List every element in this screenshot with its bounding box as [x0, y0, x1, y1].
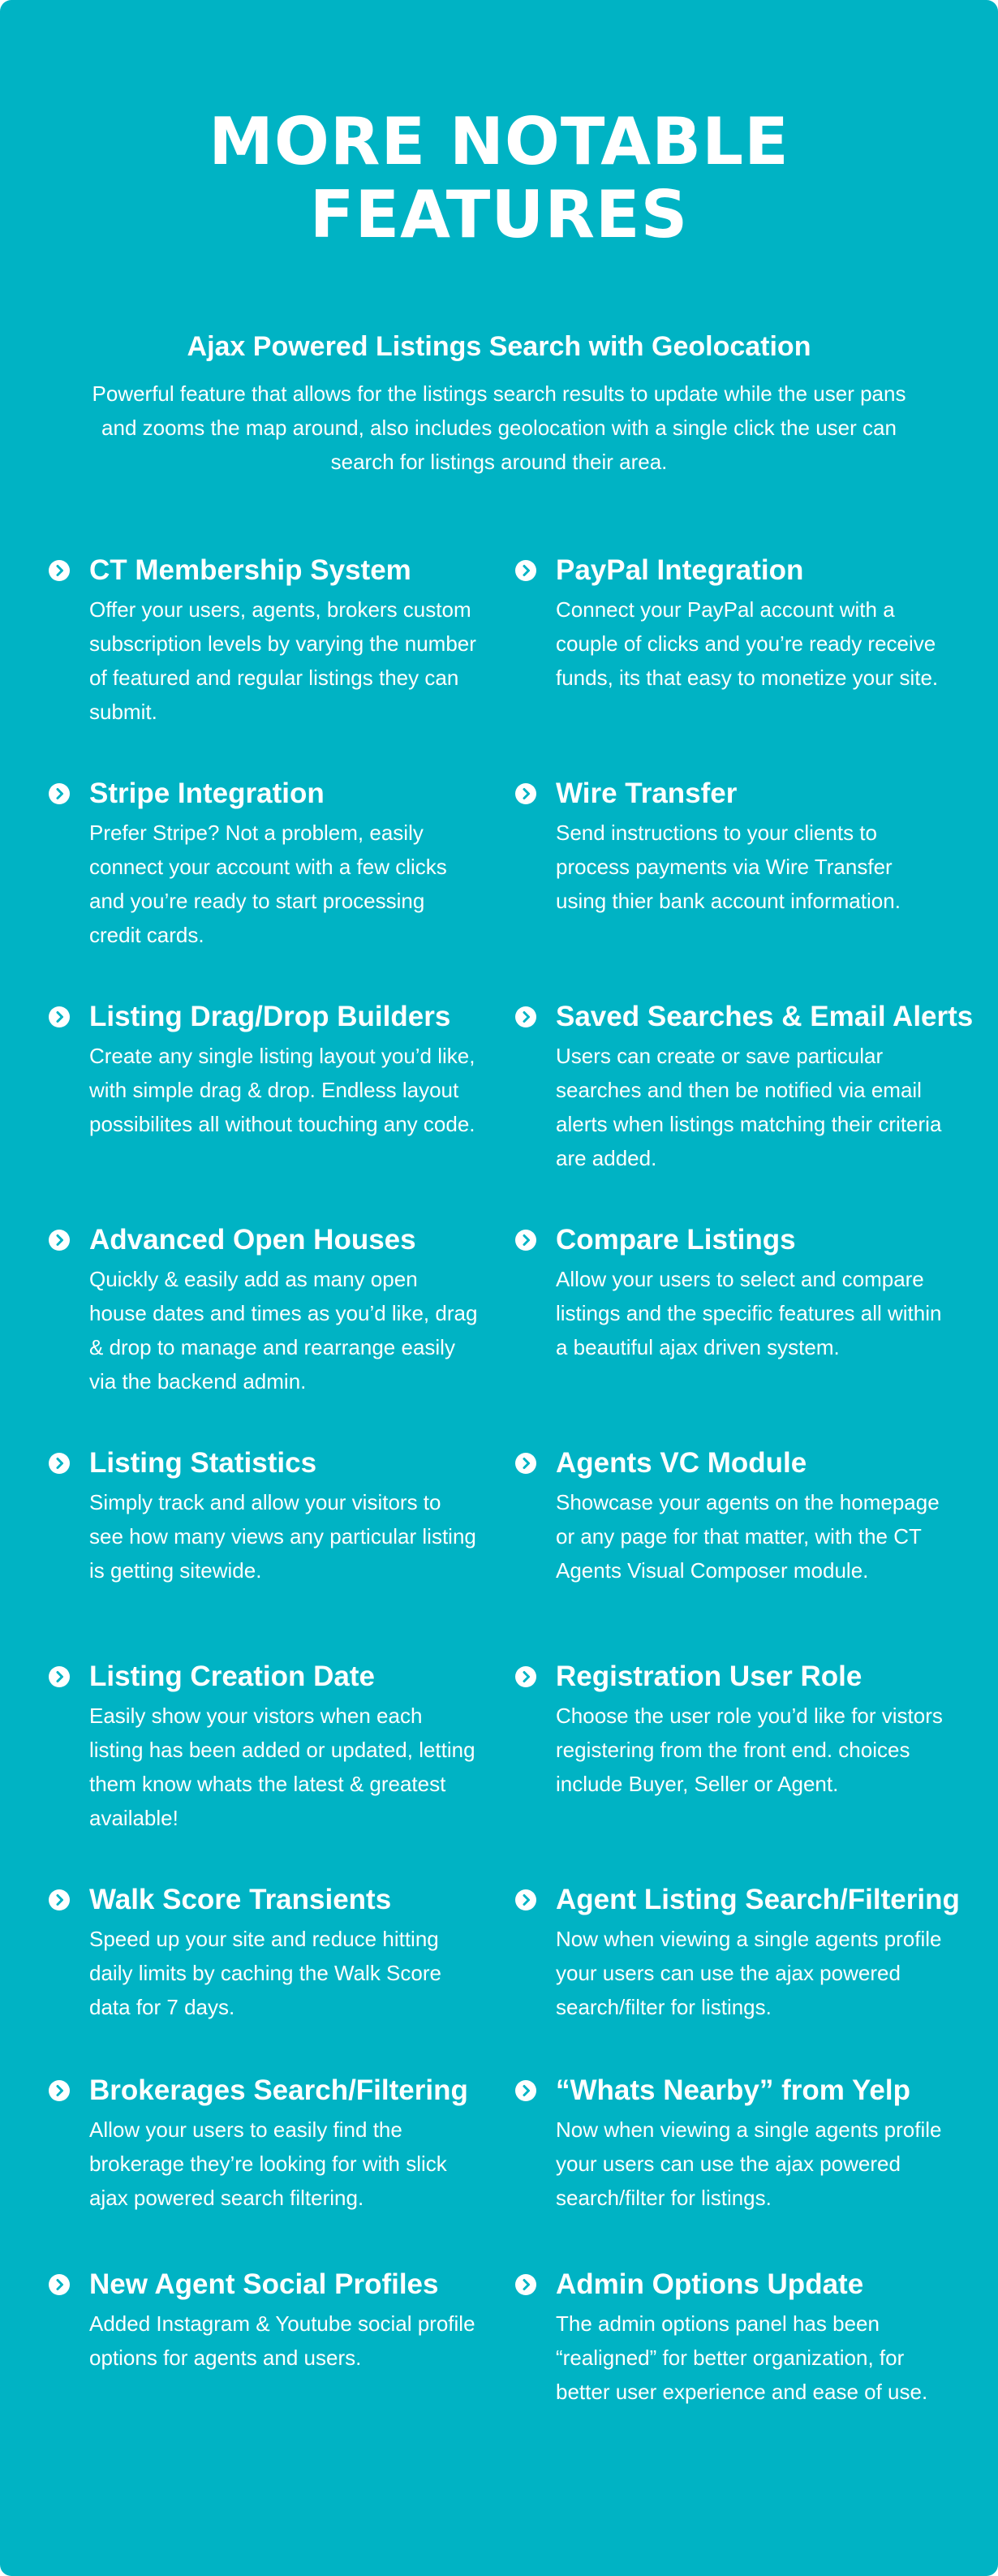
feature-title: Registration User Role [556, 1661, 862, 1692]
feature-title: Compare Listings [556, 1224, 796, 1256]
feature-text: Allow your users to easily find the brokerage they’re looking for with slick ajax powered search filtering. [89, 2117, 447, 2210]
feature-title: Listing Creation Date [89, 1661, 375, 1692]
feature-compare-listings [515, 1221, 942, 1364]
feature-social-profiles [49, 2266, 475, 2375]
feature-text: Speed up your site and reduce hitting daily limits by caching the Walk Score data for 7 days. [89, 1927, 441, 2019]
title-line-2: FEATURES [309, 177, 689, 252]
feature-text: Connect your PayPal account with a couple of clicks and you’re ready receive funds, its that easy to monetize your site. [556, 597, 939, 690]
feature-text: Now when viewing a single agents profile your users can use the ajax powered search/filter for listings. [556, 1927, 942, 2019]
feature-open-houses [49, 1221, 478, 1398]
feature-whats-nearby [515, 2072, 942, 2215]
feature-text: Allow your users to select and compare listings and the specific features all within a beautiful ajax driven system. [556, 1267, 942, 1359]
arrow-circle-right-icon [515, 1666, 536, 1687]
page-title [0, 106, 998, 252]
feature-registration-role [515, 1658, 943, 1801]
feature-admin-options [515, 2266, 937, 2409]
feature-title: Listing Statistics [89, 1447, 317, 1479]
feature-title: Advanced Open Houses [89, 1224, 416, 1256]
feature-brokerages-search [49, 2072, 471, 2215]
feature-title: Agent Listing Search/Filtering [556, 1884, 960, 1915]
arrow-circle-right-icon [49, 783, 70, 804]
feature-agent-listing-search [515, 1881, 960, 2024]
feature-wire-transfer [515, 775, 937, 918]
arrow-circle-right-icon [515, 1230, 536, 1251]
feature-text: Users can create or save particular searches and then be notified via email alerts when listings matching their criteria are added. [556, 1044, 942, 1170]
arrow-circle-right-icon [515, 2080, 536, 2101]
arrow-circle-right-icon [515, 1889, 536, 1910]
arrow-circle-right-icon [49, 1453, 70, 1474]
feature-text: Simply track and allow your visitors to see how many views any particular listing is getting sitewide. [89, 1490, 476, 1583]
feature-text: Create any single listing layout you’d like, with simple drag & drop. Endless layout possibilites all without touching any code. [89, 1044, 475, 1136]
feature-text: Send instructions to your clients to process payments via Wire Transfer using thier bank account information. [556, 821, 901, 913]
feature-title: New Agent Social Profiles [89, 2268, 439, 2300]
feature-text: The admin options panel has been “realigned” for better organization, for better user experience and ease of use. [556, 2311, 928, 2404]
feature-title: “Whats Nearby” from Yelp [556, 2074, 910, 2106]
feature-text: Choose the user role you’d like for vistors registering from the front end. choices include Buyer, Seller or Agent. [556, 1704, 943, 1796]
arrow-circle-right-icon [515, 783, 536, 804]
feature-text: Offer your users, agents, brokers custom subscription levels by varying the number of featured and regular listings they can submit. [89, 597, 476, 724]
feature-creation-date [49, 1658, 475, 1835]
intro-heading: Ajax Powered Listings Search with Geolocation [187, 331, 811, 362]
feature-text: Prefer Stripe? Not a problem, easily connect your account with a few clicks and you’re ready to start processing credit cards. [89, 821, 447, 947]
title-line-1: MORE NOTABLE [209, 104, 789, 179]
feature-title: Saved Searches & Email Alerts [556, 1001, 974, 1032]
feature-text: Easily show your vistors when each listing has been added or updated, letting them know whats the latest & greatest available! [89, 1704, 475, 1830]
feature-title: PayPal Integration [556, 554, 804, 586]
feature-text: Showcase your agents on the homepage or any page for that matter, with the CT Agents Visual Composer module. [556, 1490, 940, 1583]
feature-membership [49, 552, 476, 729]
feature-text: Now when viewing a single agents profile your users can use the ajax powered search/filter for listings. [556, 2117, 942, 2210]
feature-title: Stripe Integration [89, 778, 325, 809]
arrow-circle-right-icon [49, 2274, 70, 2295]
arrow-circle-right-icon [49, 1006, 70, 1027]
arrow-circle-right-icon [49, 560, 70, 581]
feature-drag-drop [49, 998, 475, 1141]
arrow-circle-right-icon [515, 1453, 536, 1474]
feature-stripe [49, 775, 471, 952]
arrow-circle-right-icon [515, 2274, 536, 2295]
arrow-circle-right-icon [49, 1666, 70, 1687]
feature-title: Walk Score Transients [89, 1884, 392, 1915]
feature-title: Admin Options Update [556, 2268, 864, 2300]
arrow-circle-right-icon [49, 1889, 70, 1910]
feature-text: Added Instagram & Youtube social profile options for agents and users. [89, 2311, 475, 2370]
feature-title: Brokerages Search/Filtering [89, 2074, 468, 2106]
feature-walk-score [49, 1881, 471, 2024]
feature-title: Agents VC Module [556, 1447, 807, 1479]
feature-title: CT Membership System [89, 554, 411, 586]
feature-paypal [515, 552, 937, 695]
feature-agents-vc-module [515, 1445, 940, 1587]
arrow-circle-right-icon [515, 560, 536, 581]
feature-listing-statistics [49, 1445, 476, 1587]
feature-title: Listing Drag/Drop Builders [89, 1001, 451, 1032]
arrow-circle-right-icon [49, 2080, 70, 2101]
intro-text: Powerful feature that allows for the listings search results to update while the user pans and zooms the map around, also includes geolocation with a single click the user can search for listings around their area. [92, 381, 906, 474]
feature-text: Quickly & easily add as many open house dates and times as you’d like, drag & drop to manage and rearrange easily via the backend admin. [89, 1267, 478, 1394]
arrow-circle-right-icon [515, 1006, 536, 1027]
feature-saved-searches [515, 998, 974, 1175]
arrow-circle-right-icon [49, 1230, 70, 1251]
feature-title: Wire Transfer [556, 778, 738, 809]
